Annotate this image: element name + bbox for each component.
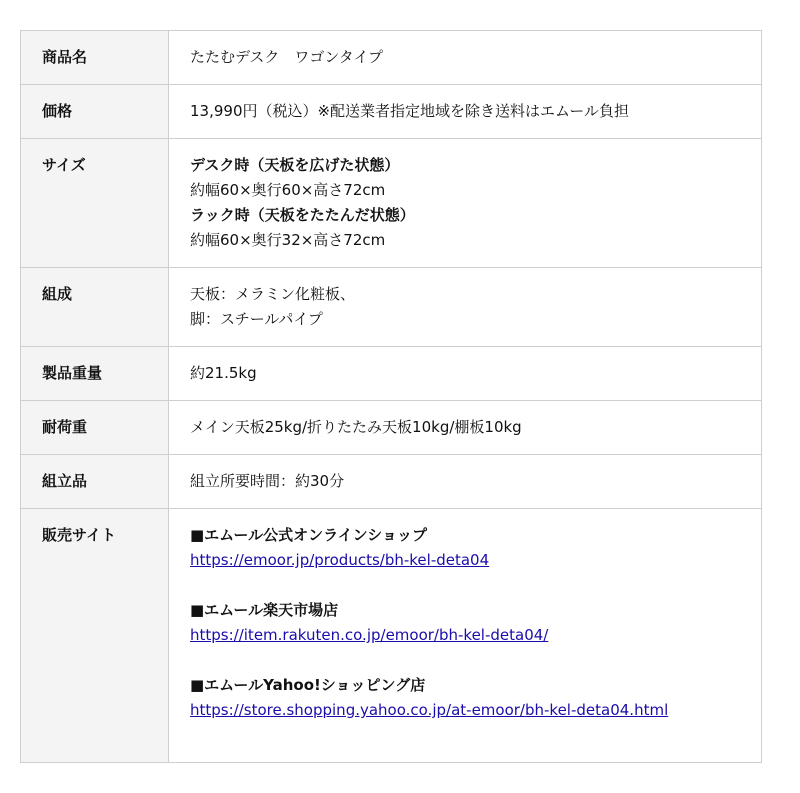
spec-value-text: 約21.5kg xyxy=(190,364,257,382)
spec-row xyxy=(21,509,762,763)
line-spacer xyxy=(190,723,761,748)
spec-row xyxy=(21,139,762,268)
line-spacer xyxy=(190,648,761,673)
spec-value-text: 約幅60×奥行60×高さ72cm xyxy=(190,181,386,199)
spec-row xyxy=(21,455,762,509)
spec-value xyxy=(169,455,762,509)
spec-value xyxy=(169,85,762,139)
spec-table-body xyxy=(21,31,762,763)
spec-value-text: 脚：スチールパイプ xyxy=(190,310,323,328)
product-spec-table xyxy=(20,30,762,763)
sales-site-url-line xyxy=(190,548,761,573)
spec-label: サイズ xyxy=(21,139,169,268)
spec-label: 製品重量 xyxy=(21,347,169,401)
spec-label: 商品名 xyxy=(21,31,169,85)
spec-value xyxy=(169,347,762,401)
sales-site-link[interactable]: https://emoor.jp/products/bh-kel-deta04 xyxy=(190,551,490,569)
spec-label: 組立品 xyxy=(21,455,169,509)
spec-value-heading: ラック時（天板をたたんだ状態） xyxy=(190,206,415,224)
spec-value-text: たたむデスク ワゴンタイプ xyxy=(190,48,384,66)
spec-label: 耐荷重 xyxy=(21,401,169,455)
spec-row xyxy=(21,268,762,347)
spec-value-text: メイン天板25kg/折りたたみ天板10kg/棚板10kg xyxy=(190,418,522,436)
spec-value xyxy=(169,139,762,268)
spec-value-text: 約幅60×奥行32×高さ72cm xyxy=(190,231,386,249)
spec-row xyxy=(21,85,762,139)
spec-value xyxy=(169,509,762,763)
spec-value-text: 13,990円（税込）※配送業者指定地域を除き送料はエムール負担 xyxy=(190,102,630,120)
spec-value-heading: ■エムール楽天市場店 xyxy=(190,601,339,619)
spec-label: 組成 xyxy=(21,268,169,347)
sales-site-link[interactable]: https://store.shopping.yahoo.co.jp/at-emoor/bh-kel-deta04.html xyxy=(190,701,669,719)
spec-label: 価格 xyxy=(21,85,169,139)
spec-value-text: 組立所要時間：約30分 xyxy=(190,472,345,490)
spec-row xyxy=(21,31,762,85)
spec-value xyxy=(169,31,762,85)
spec-row xyxy=(21,347,762,401)
spec-row xyxy=(21,401,762,455)
sales-site-url-line xyxy=(190,698,761,723)
spec-value-text: 天板：メラミン化粧板、 xyxy=(190,285,356,303)
spec-value-heading: ■エムールYahoo!ショッピング店 xyxy=(190,676,426,694)
spec-value-heading: ■エムール公式オンラインショップ xyxy=(190,526,427,544)
spec-value-heading: デスク時（天板を広げた状態） xyxy=(190,156,400,174)
sales-site-link[interactable]: https://item.rakuten.co.jp/emoor/bh-kel-deta04/ xyxy=(190,626,549,644)
spec-label: 販売サイト xyxy=(21,509,169,763)
sales-site-url-line xyxy=(190,623,761,648)
spec-value xyxy=(169,401,762,455)
line-spacer xyxy=(190,573,761,598)
spec-value xyxy=(169,268,762,347)
